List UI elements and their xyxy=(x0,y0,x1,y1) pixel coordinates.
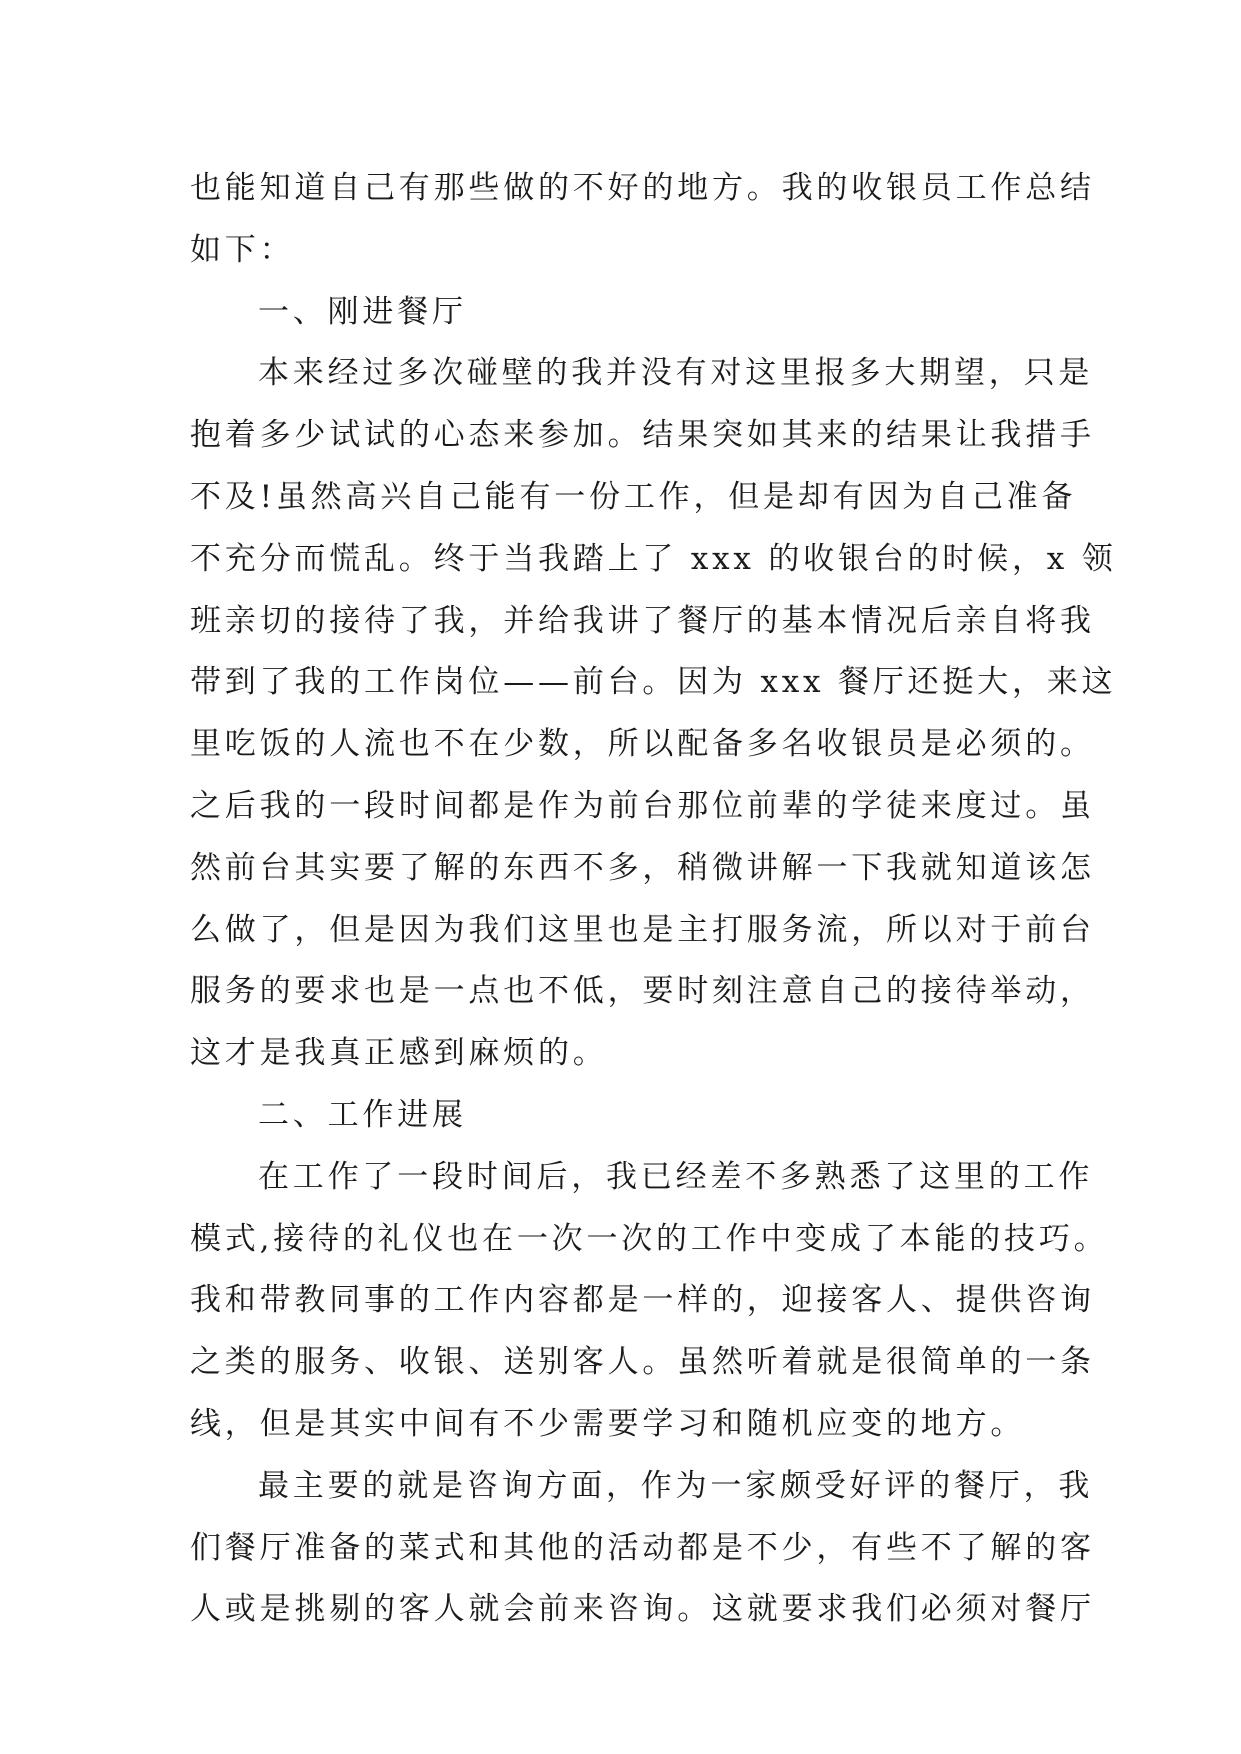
text-line: 我和带教同事的工作内容都是一样的，迎接客人、提供咨询 xyxy=(190,1282,1095,1319)
text-line: 不及!虽然高兴自己能有一份工作，但是却有因为自己准备 xyxy=(190,478,1077,515)
text-line: 们餐厅准备的菜式和其他的活动都是不少，有些不了解的客 xyxy=(190,1529,1095,1566)
text-line: 班亲切的接待了我，并给我讲了餐厅的基本情况后亲自将我 xyxy=(190,602,1095,639)
paragraph-start-line: 在工作了一段时间后，我已经差不多熟悉了这里的工作 xyxy=(258,1158,1094,1195)
text-line: 抱着多少试试的心态来参加。结果突如其来的结果让我措手 xyxy=(190,417,1095,454)
paragraph-start-line: 本来经过多次碰壁的我并没有对这里报多大期望，只是 xyxy=(258,355,1094,392)
text-line: 线，但是其实中间有不少需要学习和随机应变的地方。 xyxy=(190,1405,1026,1442)
paragraph-start-line: 最主要的就是咨询方面，作为一家颇受好评的餐厅，我 xyxy=(258,1467,1094,1504)
text-line: 之后我的一段时间都是作为前台那位前辈的学徒来度过。虽 xyxy=(190,787,1095,824)
text-line: 之类的服务、收银、送别客人。虽然听着就是很简单的一条 xyxy=(190,1344,1095,1381)
text-line: 也能知道自己有那些做的不好的地方。我的收银员工作总结 xyxy=(190,170,1095,206)
text-line: 模式,接待的礼仪也在一次一次的工作中变成了本能的技巧。 xyxy=(190,1220,1109,1257)
text-line: 里吃饭的人流也不在少数，所以配备多名收银员是必须的。 xyxy=(190,726,1095,763)
text-line: 人或是挑剔的客人就会前来咨询。这就要求我们必须对餐厅 xyxy=(190,1591,1095,1628)
text-line: 然前台其实要了解的东西不多，稍微讲解一下我就知道该怎 xyxy=(190,849,1095,886)
section-heading: 二、工作进展 xyxy=(258,1096,467,1133)
text-line: 带到了我的工作岗位——前台。因为 xxx 餐厅还挺大，来这 xyxy=(190,664,1117,701)
text-line: 不充分而慌乱。终于当我踏上了 xxx 的收银台的时候，x 领 xyxy=(190,540,1117,577)
section-heading: 一、刚进餐厅 xyxy=(258,293,467,330)
text-line: 服务的要求也是一点也不低，要时刻注意自己的接待举动， xyxy=(190,973,1095,1010)
document-body xyxy=(190,158,1117,1641)
text-line: 如下： xyxy=(190,231,295,268)
text-line: 这才是我真正感到麻烦的。 xyxy=(190,1035,608,1072)
text-line: 么做了，但是因为我们这里也是主打服务流，所以对于前台 xyxy=(190,911,1095,948)
